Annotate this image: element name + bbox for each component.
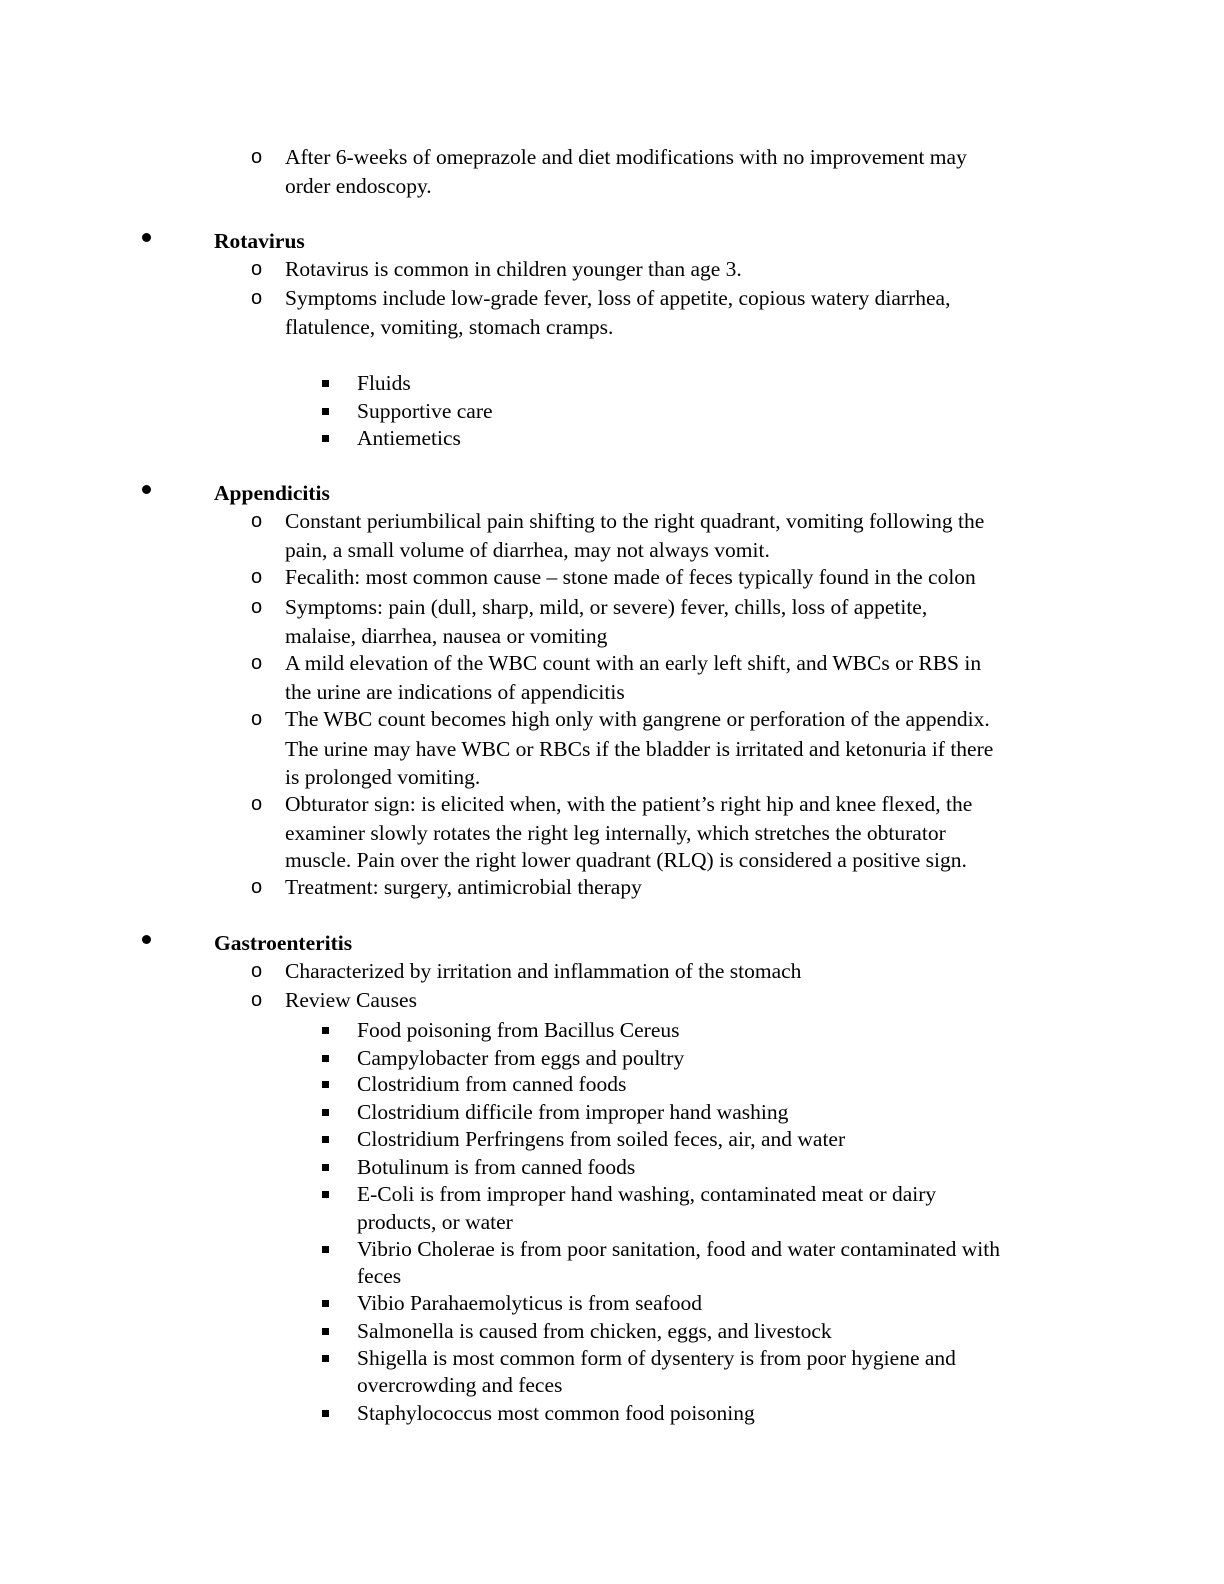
bullet-square-icon: [322, 1109, 329, 1116]
sub-list-item-text: products, or water: [357, 1210, 513, 1234]
bullet-square-icon: [322, 408, 329, 415]
bullet-square-icon: [322, 1136, 329, 1143]
bullet-circle-icon: o: [251, 989, 263, 1011]
bullet-circle-icon: o: [251, 960, 263, 982]
list-item-text: Characterized by irritation and inflammation of the stomach: [285, 959, 802, 983]
list-item-text: A mild elevation of the WBC count with an early left shift, and WBCs or RBS in: [285, 651, 982, 675]
sub-list-item-text: Botulinum is from canned foods: [357, 1155, 636, 1179]
list-item-text: Obturator sign: is elicited when, with the patient’s right hip and knee flexed, the: [285, 792, 973, 816]
sub-list-item-text: overcrowding and feces: [357, 1373, 563, 1397]
list-item-text: Symptoms include low-grade fever, loss of appetite, copious watery diarrhea,: [285, 286, 951, 310]
list-item-text: flatulence, vomiting, stomach cramps.: [285, 315, 614, 339]
list-item-text: order endoscopy.: [285, 174, 432, 198]
list-item-text: Treatment: surgery, antimicrobial therapy: [285, 875, 642, 899]
bullet-circle-icon: o: [251, 652, 263, 674]
bullet-square-icon: [322, 1300, 329, 1307]
bullet-square-icon: [322, 1410, 329, 1417]
bullet-square-icon: [322, 1027, 329, 1034]
sub-list-item-text: Clostridium Perfringens from soiled feces, air, and water: [357, 1127, 846, 1151]
sub-list-item-text: Food poisoning from Bacillus Cereus: [357, 1018, 680, 1042]
list-item-text: Constant periumbilical pain shifting to the right quadrant, vomiting following the: [285, 509, 985, 533]
list-item-text: Symptoms: pain (dull, sharp, mild, or severe) fever, chills, loss of appetite,: [285, 595, 928, 619]
sub-list-item-text: Clostridium from canned foods: [357, 1072, 627, 1096]
sub-list-item-text: Clostridium difficile from improper hand washing: [357, 1100, 789, 1124]
list-item-text: malaise, diarrhea, nausea or vomiting: [285, 624, 608, 648]
list-item-text: pain, a small volume of diarrhea, may not always vomit.: [285, 538, 770, 562]
bullet-square-icon: [322, 1191, 329, 1198]
list-item-text: muscle. Pain over the right lower quadrant (RLQ) is considered a positive sign.: [285, 848, 967, 872]
list-item-text: is prolonged vomiting.: [285, 765, 481, 789]
sub-list-item-text: feces: [357, 1264, 402, 1288]
bullet-dot-icon: [142, 935, 151, 944]
bullet-circle-icon: o: [251, 258, 263, 280]
sub-list-item-text: Vibrio Cholerae is from poor sanitation, food and water contaminated with: [357, 1237, 1000, 1261]
list-item-text: The urine may have WBC or RBCs if the bladder is irritated and ketonuria if there: [285, 737, 994, 761]
bullet-circle-icon: o: [251, 510, 263, 532]
sub-list-item-text: Staphylococcus most common food poisoning: [357, 1401, 755, 1425]
bullet-circle-icon: o: [251, 793, 263, 815]
section-heading-rotavirus: Rotavirus: [214, 229, 305, 253]
bullet-circle-icon: o: [251, 708, 263, 730]
list-item-text: After 6-weeks of omeprazole and diet modifications with no improvement may: [285, 145, 967, 169]
list-item-text: examiner slowly rotates the right leg internally, which stretches the obturator: [285, 821, 946, 845]
bullet-circle-icon: o: [251, 566, 263, 588]
sub-list-item-text: Campylobacter from eggs and poultry: [357, 1046, 685, 1070]
bullet-circle-icon: o: [251, 287, 263, 309]
bullet-circle-icon: o: [251, 876, 263, 898]
bullet-square-icon: [322, 1328, 329, 1335]
bullet-square-icon: [322, 1164, 329, 1171]
bullet-dot-icon: [142, 485, 151, 494]
list-item-text: Rotavirus is common in children younger than age 3.: [285, 257, 742, 281]
treatment-item-text: Supportive care: [357, 399, 493, 423]
section-heading-gastroenteritis: Gastroenteritis: [214, 931, 353, 955]
sub-list-item-text: E-Coli is from improper hand washing, contaminated meat or dairy: [357, 1182, 937, 1206]
treatment-item-text: Fluids: [357, 371, 411, 395]
section-heading-appendicitis: Appendicitis: [214, 481, 330, 505]
sub-list-item-text: Vibio Parahaemolyticus is from seafood: [357, 1291, 703, 1315]
bullet-dot-icon: [142, 233, 151, 242]
bullet-square-icon: [322, 1081, 329, 1088]
bullet-square-icon: [322, 1355, 329, 1362]
sub-list-item-text: Shigella is most common form of dysentery is from poor hygiene and: [357, 1346, 956, 1370]
bullet-square-icon: [322, 1055, 329, 1062]
list-item-text: Review Causes: [285, 988, 417, 1012]
treatment-item-text: Antiemetics: [357, 426, 461, 450]
list-item-text: The WBC count becomes high only with gangrene or perforation of the appendix.: [285, 707, 990, 731]
sub-list-item-text: Salmonella is caused from chicken, eggs, and livestock: [357, 1319, 832, 1343]
list-item-text: the urine are indications of appendicitis: [285, 680, 625, 704]
bullet-square-icon: [322, 435, 329, 442]
bullet-circle-icon: o: [251, 596, 263, 618]
list-item-text: Fecalith: most common cause – stone made of feces typically found in the colon: [285, 565, 976, 589]
bullet-square-icon: [322, 1246, 329, 1253]
bullet-square-icon: [322, 380, 329, 387]
bullet-circle-icon: o: [251, 146, 263, 168]
